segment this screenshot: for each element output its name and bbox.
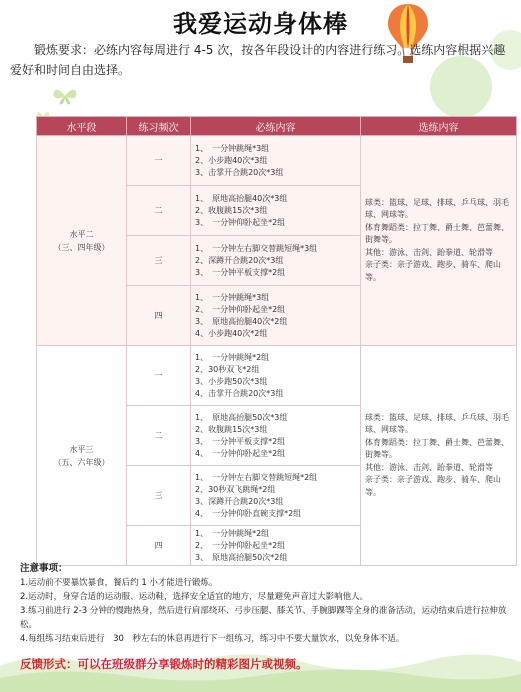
frequency-cell: 一 (127, 136, 191, 186)
notes-heading: 注意事项： (20, 563, 68, 574)
exercise-item: 2、收腹跳15次*3组 (195, 205, 268, 215)
feedback-instruction: 反馈形式：可以在班级群分享锻炼时的精彩图片或视频。 (20, 657, 308, 671)
level-grade: （五、六年级） (53, 457, 110, 467)
exercise-item: 2、30秒双飞*2组 (195, 364, 260, 374)
option-item: 球类：篮球、足球、排球、乒乓球、羽毛球、网球等。 (365, 412, 509, 435)
exercise-item: 3、击掌开合跳20次*3组 (195, 167, 284, 177)
table-row (37, 136, 517, 186)
exercise-requirements: 锻炼要求：必练内容每周进行 4-5 次，按各年段设计的内容进行练习。选练内容根据兴趣爱好和时间自由选择。 (10, 43, 506, 77)
exercise-item: 3、 原地高抬腿40次*2组 (195, 316, 288, 326)
exercise-item: 2、小步跑40次*3组 (195, 155, 268, 165)
level-cell (37, 346, 127, 566)
required-content-cell (191, 136, 361, 186)
exercise-item: 2、 一分钟仰卧起坐*2组 (195, 304, 286, 314)
level-name: 水平三 (69, 444, 94, 454)
exercise-item: 3、 一分钟平板支撑*2组 (195, 267, 286, 277)
exercise-item: 1、 原地高抬腿50次*3组 (195, 412, 288, 422)
note-item: 4.每组练习结束后进行 30 秒左右的休息再进行下一组练习，练习中不要大量饮水，以免身体不适。 (20, 634, 405, 644)
frequency-cell: 四 (127, 286, 191, 346)
exercise-item: 1、 一分钟左右脚交替跳短绳*2组 (195, 472, 318, 482)
required-content-cell (191, 466, 361, 526)
column-header: 练习频次 (127, 117, 191, 136)
exercise-item: 3、 一分钟仰卧起坐*2组 (195, 217, 286, 227)
note-item: 1.运动前不要暴饮暴食，餐后约 1 小才能进行锻炼。 (20, 578, 218, 588)
exercise-item: 1、 一分钟跳绳*2组 (195, 352, 270, 362)
exercise-item: 4、击掌开合跳20次*3组 (195, 388, 284, 398)
exercise-item: 4、小步跑40次*2组 (195, 328, 268, 338)
exercise-item: 1、 一分钟跳绳*3组 (195, 292, 270, 302)
level-cell (37, 136, 127, 346)
column-header: 水平段 (37, 117, 127, 136)
option-item: 亲子类：亲子游戏、跑步、骑车、爬山等。 (365, 475, 501, 497)
required-content-cell (191, 406, 361, 466)
frequency-cell: 四 (127, 526, 191, 566)
exercise-item: 2、收腹跳15次*3组 (195, 424, 268, 434)
option-item: 亲子类：亲子游戏、跑步、骑车、爬山等。 (365, 260, 501, 282)
level-group (37, 136, 517, 346)
required-content-cell (191, 346, 361, 406)
level-name: 水平二 (69, 229, 94, 239)
option-item: 其他：游泳、击剑、跆拳道、轮滑等 (365, 247, 493, 257)
exercise-item: 1、 一分钟跳绳*2组 (195, 528, 270, 538)
option-item: 体育舞蹈类：拉丁舞、爵士舞、芭蕾舞、街舞等。 (365, 437, 509, 460)
note-item: 2.运动时，身穿合适的运动服、运动鞋，选择安全适宜的地方，尽量避免声音过大影响他人。 (20, 592, 369, 602)
exercise-item: 4、 一分钟仰卧直碗支撑*2组 (195, 508, 302, 518)
exercise-item: 4、 一分钟仰卧起坐*2组 (195, 448, 286, 458)
optional-content-cell (361, 136, 517, 346)
level-grade: （三、四年级） (53, 242, 110, 252)
notes-section (20, 562, 510, 646)
exercise-item: 1、 一分钟左右脚交替跳短绳*3组 (195, 243, 318, 253)
frequency-cell: 一 (127, 346, 191, 406)
exercise-table (36, 116, 517, 566)
column-header: 选练内容 (361, 117, 517, 136)
table-header-row (37, 117, 517, 136)
option-item: 球类：篮球、足球、排球、乒乓球、羽毛球、网球等。 (365, 197, 509, 220)
column-header: 必练内容 (191, 117, 361, 136)
exercise-item: 3、深蹲开合跳20次*3组 (195, 496, 284, 506)
page-title: 我爱运动身体棒 (173, 10, 348, 38)
level-group (37, 346, 517, 566)
exercise-item: 2、 一分钟仰卧起坐*2组 (195, 540, 286, 550)
required-content-cell (191, 526, 361, 566)
frequency-cell: 三 (127, 236, 191, 286)
butterfly-icon (52, 86, 78, 106)
table-row (37, 346, 517, 406)
note-item: 3.练习前进行 2-3 分钟的慢跑热身，然后进行肩部绕环、弓步压腿、膝关节、手腕脚踝等全身的准备活动，运动结束后进行拉伸放松。 (20, 606, 507, 630)
exercise-item: 1、 一分钟跳绳*3组 (195, 143, 270, 153)
required-content-cell (191, 286, 361, 346)
option-item: 其他：游泳、击剑、跆拳道、轮滑等 (365, 462, 493, 472)
frequency-cell: 二 (127, 186, 191, 236)
required-content-cell (191, 186, 361, 236)
frequency-cell: 三 (127, 466, 191, 526)
exercise-item: 2、深蹲开合跳20次*3组 (195, 255, 284, 265)
exercise-item: 3、 原地高抬腿50次*2组 (195, 552, 288, 562)
optional-content-cell (361, 346, 517, 566)
exercise-item: 2、30秒双飞跳绳*2组 (195, 484, 276, 494)
required-content-cell (191, 236, 361, 286)
exercise-item: 1、 原地高抬腿40次*3组 (195, 193, 288, 203)
exercise-item: 3、 一分钟平板支撑*2组 (195, 436, 286, 446)
option-item: 体育舞蹈类：拉丁舞、爵士舞、芭蕾舞、街舞等。 (365, 222, 509, 245)
exercise-item: 3、小步跑50次*3组 (195, 376, 268, 386)
frequency-cell: 二 (127, 406, 191, 466)
